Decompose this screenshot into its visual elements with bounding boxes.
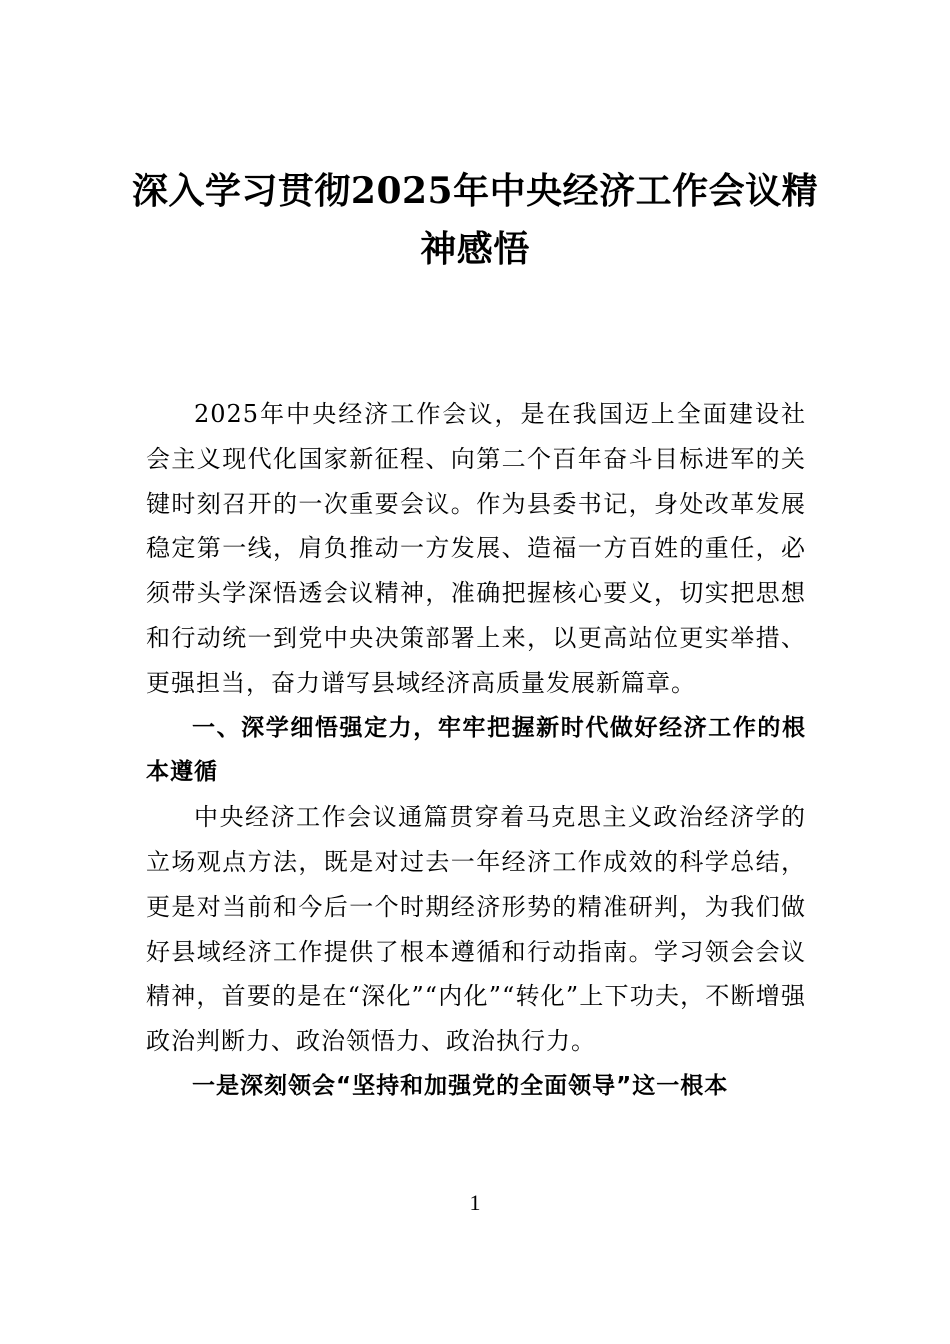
document-title [120, 162, 830, 278]
section-heading-1: 一、深学细悟强定力，牢牢把握新时代做好经济工作的根本遵循 [146, 714, 806, 786]
page-number: 1 [469, 1190, 481, 1215]
intro-paragraph: 2025年中央经济工作会议，是在我国迈上全面建设社会主义现代化国家新征程、向第二个百年奋斗目标进军的关键时刻召开的一次重要会议。作为县委书记，身处改革发展稳定第一线，肩负推动一方发展、造福一方百姓的重任，必须带头学深悟透会议精神，准确把握核心要义，切实把思想和行动统一到党中央决策部署上来，以更高站位更实举措、更强担当，奋力谱写县域经济高质量发展新篇章。 [146, 400, 806, 697]
title-line-2: 神感悟 [420, 228, 530, 270]
title-line-1: 深入学习贯彻2025年中央经济工作会议精 [131, 170, 819, 212]
section-1-paragraph: 中央经济工作会议通篇贯穿着马克思主义政治经济学的立场观点方法，既是对过去一年经济工作成效的科学总结，更是对当前和今后一个时期经济形势的精准研判，为我们做好县域经济工作提供了根本遵循和行动指南。学习领会会议精神，首要的是在“深化”“内化”“转化”上下功夫，不断增强政治判断力、政治领悟力、政治执行力。 [146, 803, 806, 1056]
document-body [146, 392, 806, 1109]
subsection-lead: 一是深刻领会“坚持和加强党的全面领导”这一根本 [192, 1072, 729, 1099]
